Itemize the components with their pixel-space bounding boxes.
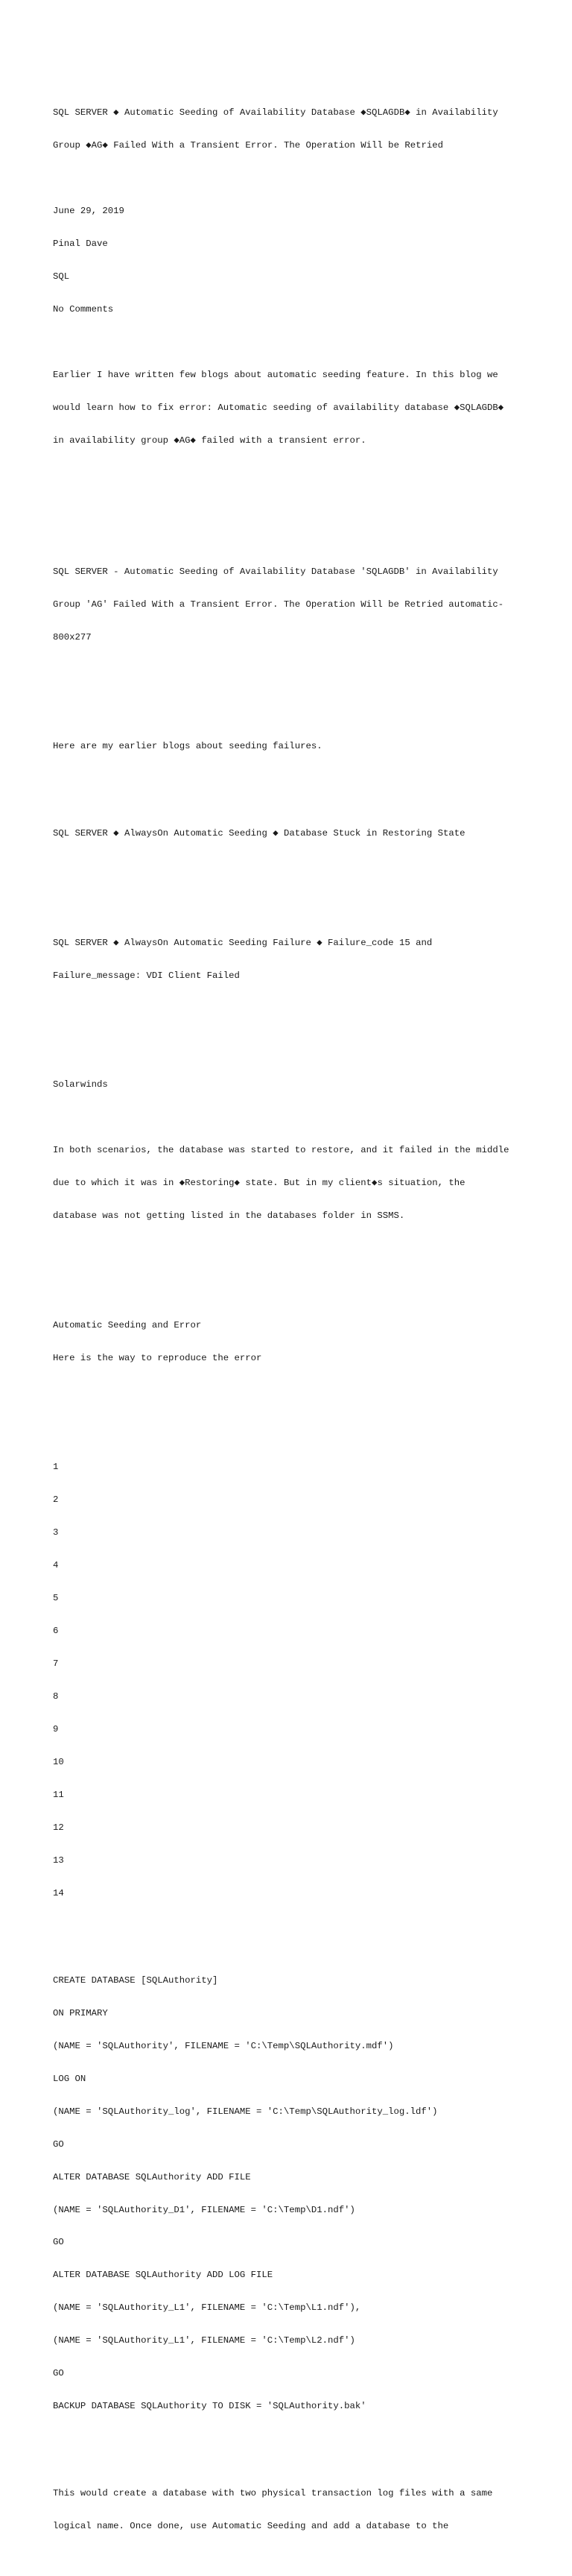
sql-code-block — [53, 1954, 530, 2434]
title-line: Group ◆AG◆ Failed With a Transient Error. The Operation Will be Retried — [53, 140, 443, 151]
earlier-blog-link-2[interactable] — [53, 916, 530, 1003]
line-number: 12 — [53, 1822, 64, 1833]
text-line: Earlier I have written few blogs about automatic seeding feature. In this blog we — [53, 369, 498, 380]
scenario-paragraph — [53, 1123, 530, 1243]
image-alt-text — [53, 544, 530, 664]
code-line: (NAME = 'SQLAuthority_L1', FILENAME = 'C:\Temp\L2.ndf') — [53, 2335, 355, 2346]
code-line: LOG ON — [53, 2073, 86, 2084]
spacer — [53, 1276, 530, 1287]
line-number: 4 — [53, 1560, 59, 1571]
line-number: 2 — [53, 1494, 59, 1506]
sponsor-text: Solarwinds — [53, 1079, 108, 1090]
code-line: (NAME = 'SQLAuthority_log', FILENAME = 'C:\Temp\SQLAuthority_log.ldf') — [53, 2106, 438, 2117]
line-number: 13 — [53, 1854, 64, 1866]
text-line: in availability group ◆AG◆ failed with a transient error. — [53, 435, 366, 446]
spacer — [53, 698, 530, 709]
code-line: ALTER DATABASE SQLAuthority ADD LOG FILE — [53, 2270, 273, 2281]
text-line: 800x277 — [53, 631, 92, 643]
text-line: database was not getting listed in the databases folder in SSMS. — [53, 1210, 405, 1222]
code-line: GO — [53, 2138, 64, 2150]
earlier-blog-link-1[interactable]: SQL SERVER ◆ AlwaysOn Automatic Seeding ◆ Database Stuck in Restoring State — [53, 828, 465, 839]
code-line: GO — [53, 2237, 64, 2248]
line-number: 10 — [53, 1756, 64, 1767]
post-date: June 29, 2019 — [53, 206, 124, 217]
reproduce-intro: Here is the way to reproduce the error — [53, 1352, 262, 1363]
code-line: (NAME = 'SQLAuthority_D1', FILENAME = 'C:\Temp\D1.ndf') — [53, 2204, 355, 2215]
text-line: Group 'AG' Failed With a Transient Error. The Operation Will be Retried automatic- — [53, 599, 504, 610]
line-number: 3 — [53, 1527, 59, 1538]
document-page — [53, 53, 530, 2576]
code-line: (NAME = 'SQLAuthority_L1', FILENAME = 'C:\Temp\L1.ndf'), — [53, 2302, 361, 2314]
spacer — [53, 1396, 530, 1407]
post-category: SQL — [53, 271, 70, 282]
text-line: This would create a database with two physical transaction log files with a same — [53, 2488, 493, 2499]
line-number: 9 — [53, 1723, 59, 1734]
closing-paragraph — [53, 2466, 530, 2554]
title-line: SQL SERVER ◆ Automatic Seeding of Availability Database ◆SQLAGDB◆ in Availability — [53, 107, 498, 119]
post-comments: No Comments — [53, 304, 114, 315]
code-line: BACKUP DATABASE SQLAuthority TO DISK = 'SQLAuthority.bak' — [53, 2401, 366, 2412]
spacer — [53, 872, 530, 883]
text-line: due to which it was in ◆Restoring◆ state. But in my client◆s situation, the — [53, 1178, 465, 1189]
spacer — [53, 501, 530, 512]
line-number: 5 — [53, 1593, 59, 1604]
section-heading: Automatic Seeding and Error — [53, 1319, 202, 1330]
line-number: 8 — [53, 1690, 59, 1702]
spacer — [53, 1036, 530, 1047]
earlier-blogs-intro: Here are my earlier blogs about seeding failures. — [53, 741, 322, 752]
post-author: Pinal Dave — [53, 239, 108, 250]
text-line: SQL SERVER - Automatic Seeding of Availability Database 'SQLAGDB' in Availability — [53, 566, 498, 577]
intro-paragraph — [53, 348, 530, 468]
text-line: In both scenarios, the database was started to restore, and it failed in the middle — [53, 1145, 509, 1156]
line-number: 7 — [53, 1658, 59, 1669]
spacer — [53, 785, 530, 796]
code-line: ALTER DATABASE SQLAuthority ADD FILE — [53, 2171, 251, 2182]
code-line: ON PRIMARY — [53, 2007, 108, 2018]
line-number: 6 — [53, 1625, 59, 1636]
text-line: Failure_message: VDI Client Failed — [53, 970, 240, 981]
line-number: 14 — [53, 1887, 64, 1898]
text-line: would learn how to fix error: Automatic seeding of availability database ◆SQLAGDB◆ — [53, 402, 504, 413]
code-line: CREATE DATABASE [SQLAuthority] — [53, 1974, 218, 1986]
code-line: GO — [53, 2368, 64, 2379]
article-title — [53, 86, 530, 173]
code-line-numbers — [53, 1440, 530, 1921]
line-number: 11 — [53, 1789, 64, 1800]
line-number: 1 — [53, 1462, 59, 1473]
text-line: SQL SERVER ◆ AlwaysOn Automatic Seeding Failure ◆ Failure_code 15 and — [53, 937, 433, 948]
text-line: logical name. Once done, use Automatic Seeding and add a database to the — [53, 2521, 449, 2532]
code-line: (NAME = 'SQLAuthority', FILENAME = 'C:\Temp\SQLAuthority.mdf') — [53, 2040, 394, 2051]
